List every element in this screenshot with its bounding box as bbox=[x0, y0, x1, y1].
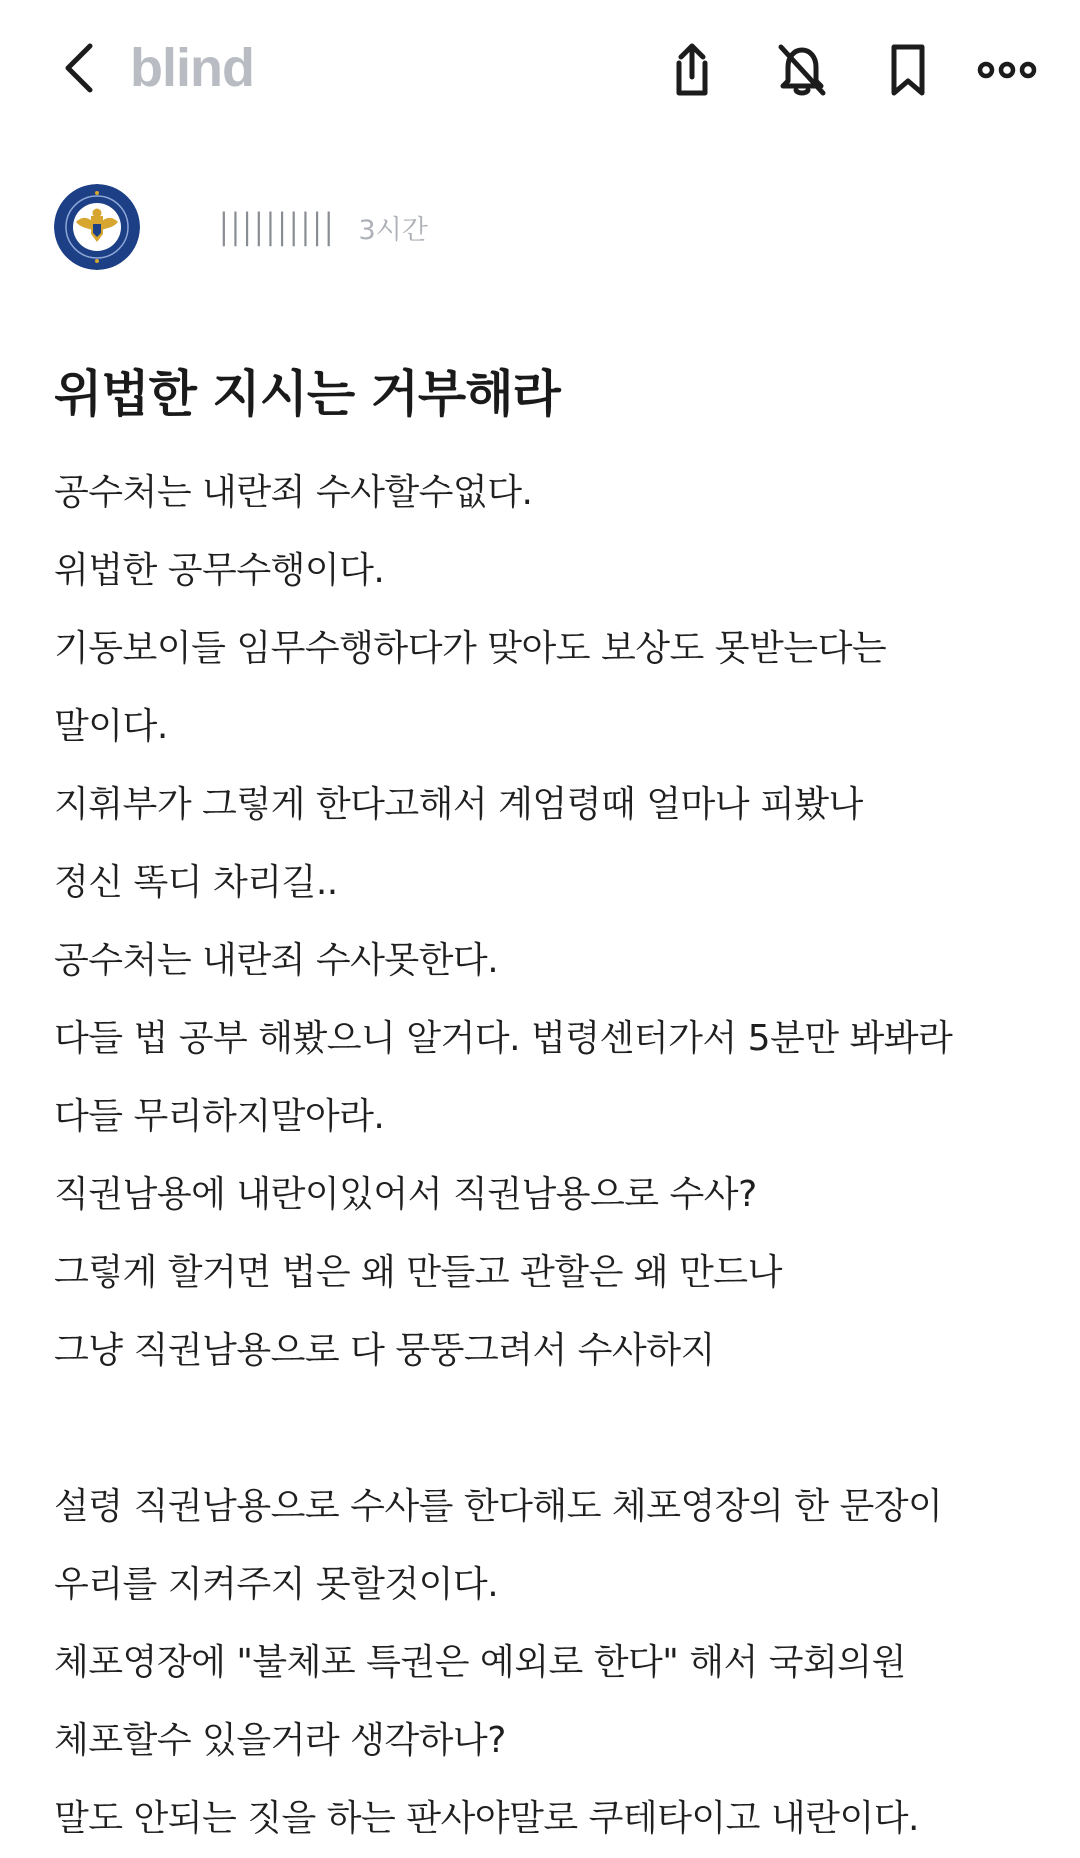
author-name[interactable]: |||||||||| bbox=[216, 206, 333, 248]
post-body-line: 직권남용에 내란이있어서 직권남용으로 수사? bbox=[54, 1174, 757, 1215]
share-icon bbox=[665, 41, 719, 99]
author-row bbox=[54, 184, 428, 270]
bookmark-button[interactable] bbox=[876, 38, 940, 102]
post-body-line: 위법한 공무수행이다. bbox=[54, 550, 385, 591]
share-button[interactable] bbox=[660, 38, 724, 102]
author-avatar[interactable] bbox=[54, 184, 140, 270]
post-body-line: 지휘부가 그렇게 한다고해서 계엄령때 얼마나 피봤나 bbox=[54, 784, 863, 825]
post-body-line: 우리를 지켜주지 못할것이다. bbox=[54, 1564, 499, 1605]
bell-off-icon bbox=[775, 41, 829, 99]
post-body-line: 체포영장에 "불체포 특권은 예외로 한다" 해서 국회의원 bbox=[54, 1642, 906, 1683]
post-body bbox=[54, 454, 1044, 1858]
post-body-line: 말도 안되는 짓을 하는 판사야말로 쿠테타이고 내란이다. bbox=[54, 1798, 919, 1839]
post-body-blank-line bbox=[54, 1390, 1044, 1468]
police-emblem-avatar bbox=[54, 184, 140, 270]
post-body-line: 공수처는 내란죄 수사못한다. bbox=[54, 940, 499, 981]
post-body-line: 다들 법 공부 해봤으니 알거다. 법령센터가서 5분만 봐봐라 bbox=[54, 1018, 953, 1059]
back-button[interactable] bbox=[52, 40, 108, 96]
more-options-button[interactable] bbox=[975, 38, 1039, 102]
post-title: 위법한 지시는 거부해라 bbox=[54, 365, 560, 423]
app-logo: blind bbox=[130, 38, 254, 98]
post-timestamp: 3시간 bbox=[358, 214, 428, 246]
post-body-line: 그냥 직권남용으로 다 뭉뚱그려서 수사하지 bbox=[54, 1330, 715, 1371]
post-body-line: 말이다. bbox=[54, 706, 168, 747]
post-body-line: 다들 무리하지말아라. bbox=[54, 1096, 385, 1137]
bookmark-icon bbox=[886, 42, 930, 98]
post-body-line: 설령 직권남용으로 수사를 한다해도 체포영장의 한 문장이 bbox=[54, 1486, 943, 1527]
post-body-line: 그렇게 할거면 법은 왜 만들고 관할은 왜 만드나 bbox=[54, 1252, 782, 1293]
notification-toggle-button[interactable] bbox=[770, 38, 834, 102]
post-body-line: 공수처는 내란죄 수사할수없다. bbox=[54, 472, 533, 513]
chevron-left-icon bbox=[60, 42, 100, 94]
top-app-bar bbox=[0, 0, 1080, 140]
post-body-line: 체포할수 있을거라 생각하나? bbox=[54, 1720, 506, 1761]
post-body-line: 기동보이들 임무수행하다가 맞아도 보상도 못받는다는 bbox=[54, 628, 887, 669]
more-horizontal-icon bbox=[977, 58, 1037, 82]
post-body-line: 정신 똑디 차리길.. bbox=[54, 862, 338, 903]
